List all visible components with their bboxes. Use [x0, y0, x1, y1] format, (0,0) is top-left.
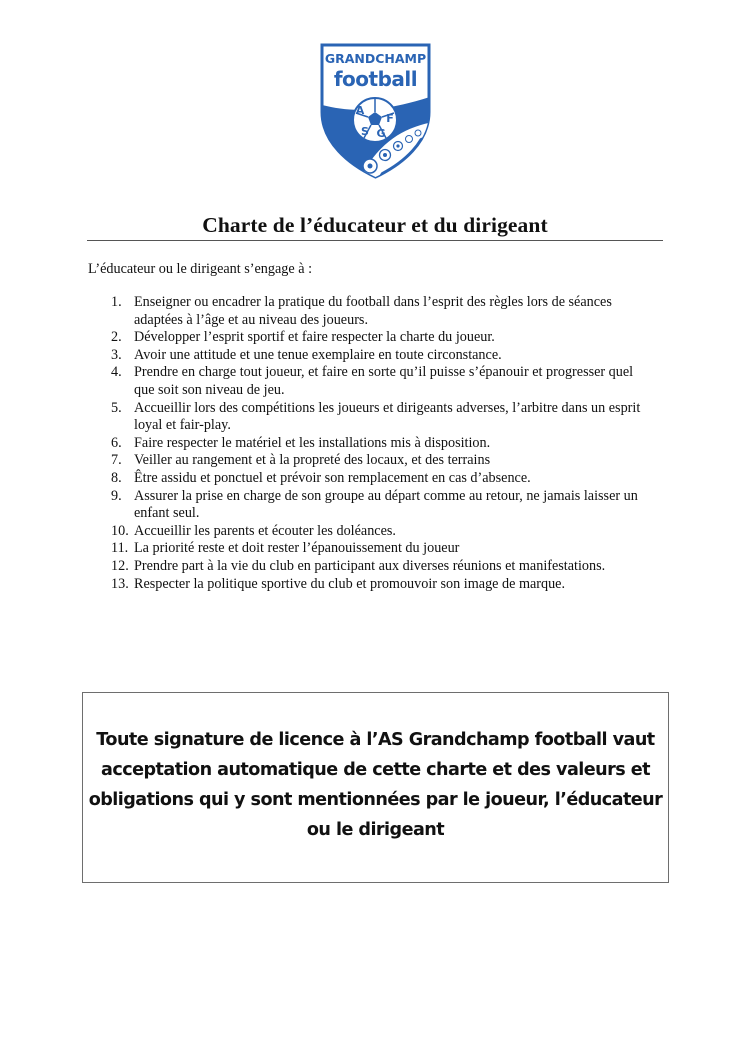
item-number: 11. [111, 540, 129, 557]
svg-text:S: S [361, 125, 369, 138]
list-item [111, 540, 656, 558]
item-number: 7. [111, 452, 122, 469]
list-item [111, 558, 656, 576]
item-number: 5. [111, 399, 122, 416]
item-text: Assurer la prise en charge de son groupe au départ comme au retour, ne jamais laisser un enfant seul. [134, 487, 638, 522]
item-text: Être assidu et ponctuel et prévoir son remplacement en cas d’absence. [134, 469, 531, 486]
item-text: La priorité reste et doit rester l’épanouissement du joueur [134, 540, 460, 557]
title-underline [87, 240, 663, 241]
intro-text: L’éducateur ou le dirigeant s’engage à : [88, 261, 313, 277]
item-number: 4. [111, 364, 122, 381]
notice-box [82, 692, 669, 883]
document-title: Charte de l’éducateur et du dirigeant [202, 213, 548, 237]
notice-text: Toute signature de licence à l’AS Grandchamp football vaut acceptation automatique de cette charte et des valeurs et obligations qui y sont mentionnées par le joueur, l’éducateur ou le dirigeant [88, 730, 663, 840]
list-item [111, 435, 656, 453]
item-number: 3. [111, 346, 122, 363]
item-text: Faire respecter le matériel et les installations mis à disposition. [134, 434, 491, 451]
list-item [111, 329, 656, 347]
list-item [111, 452, 656, 470]
item-text: Développer l’esprit sportif et faire respecter la charte du joueur. [134, 329, 495, 346]
commitments-list [111, 294, 656, 593]
list-item [111, 576, 656, 594]
list-item [111, 400, 656, 435]
list-item [111, 347, 656, 365]
item-text: Prendre part à la vie du club en participant aux diverses réunions et manifestations. [134, 557, 606, 574]
item-text: Accueillir les parents et écouter les doléances. [134, 522, 396, 539]
item-text: Respecter la politique sportive du club et promouvoir son image de marque. [134, 575, 566, 592]
list-item [111, 488, 656, 523]
item-text: Accueillir lors des compétitions les joueurs et dirigeants adverses, l’arbitre dans un esprit loyal et fair-play. [134, 399, 641, 434]
svg-text:football: football [333, 67, 418, 91]
svg-text:A: A [355, 104, 365, 117]
item-text: Veiller au rangement et à la propreté des locaux, et des terrains [134, 452, 491, 469]
list-item [111, 470, 656, 488]
svg-text:G: G [376, 127, 386, 140]
shield-crest-icon [318, 42, 433, 180]
list-item [111, 364, 656, 399]
item-number: 13. [111, 575, 129, 592]
item-number: 8. [111, 469, 122, 486]
svg-text:F: F [386, 112, 394, 125]
club-logo [318, 42, 433, 180]
item-number: 10. [111, 522, 129, 539]
item-number: 1. [111, 294, 122, 310]
list-item [111, 294, 656, 329]
item-text: Prendre en charge tout joueur, et faire en sorte qu’il puisse s’épanouir et progresser quel que soit son niveau de jeu. [134, 364, 634, 398]
svg-text:GRANDCHAMP: GRANDCHAMP [324, 51, 427, 66]
item-text: Enseigner ou encadrer la pratique du football dans l’esprit des règles lors de séances adaptées à l’âge et au niveau des joueurs. [134, 294, 612, 328]
item-number: 6. [111, 434, 122, 451]
list-item [111, 523, 656, 541]
item-text: Avoir une attitude et une tenue exemplaire en toute circonstance. [134, 346, 502, 363]
item-number: 2. [111, 329, 122, 346]
item-number: 12. [111, 557, 129, 574]
item-number: 9. [111, 487, 122, 504]
